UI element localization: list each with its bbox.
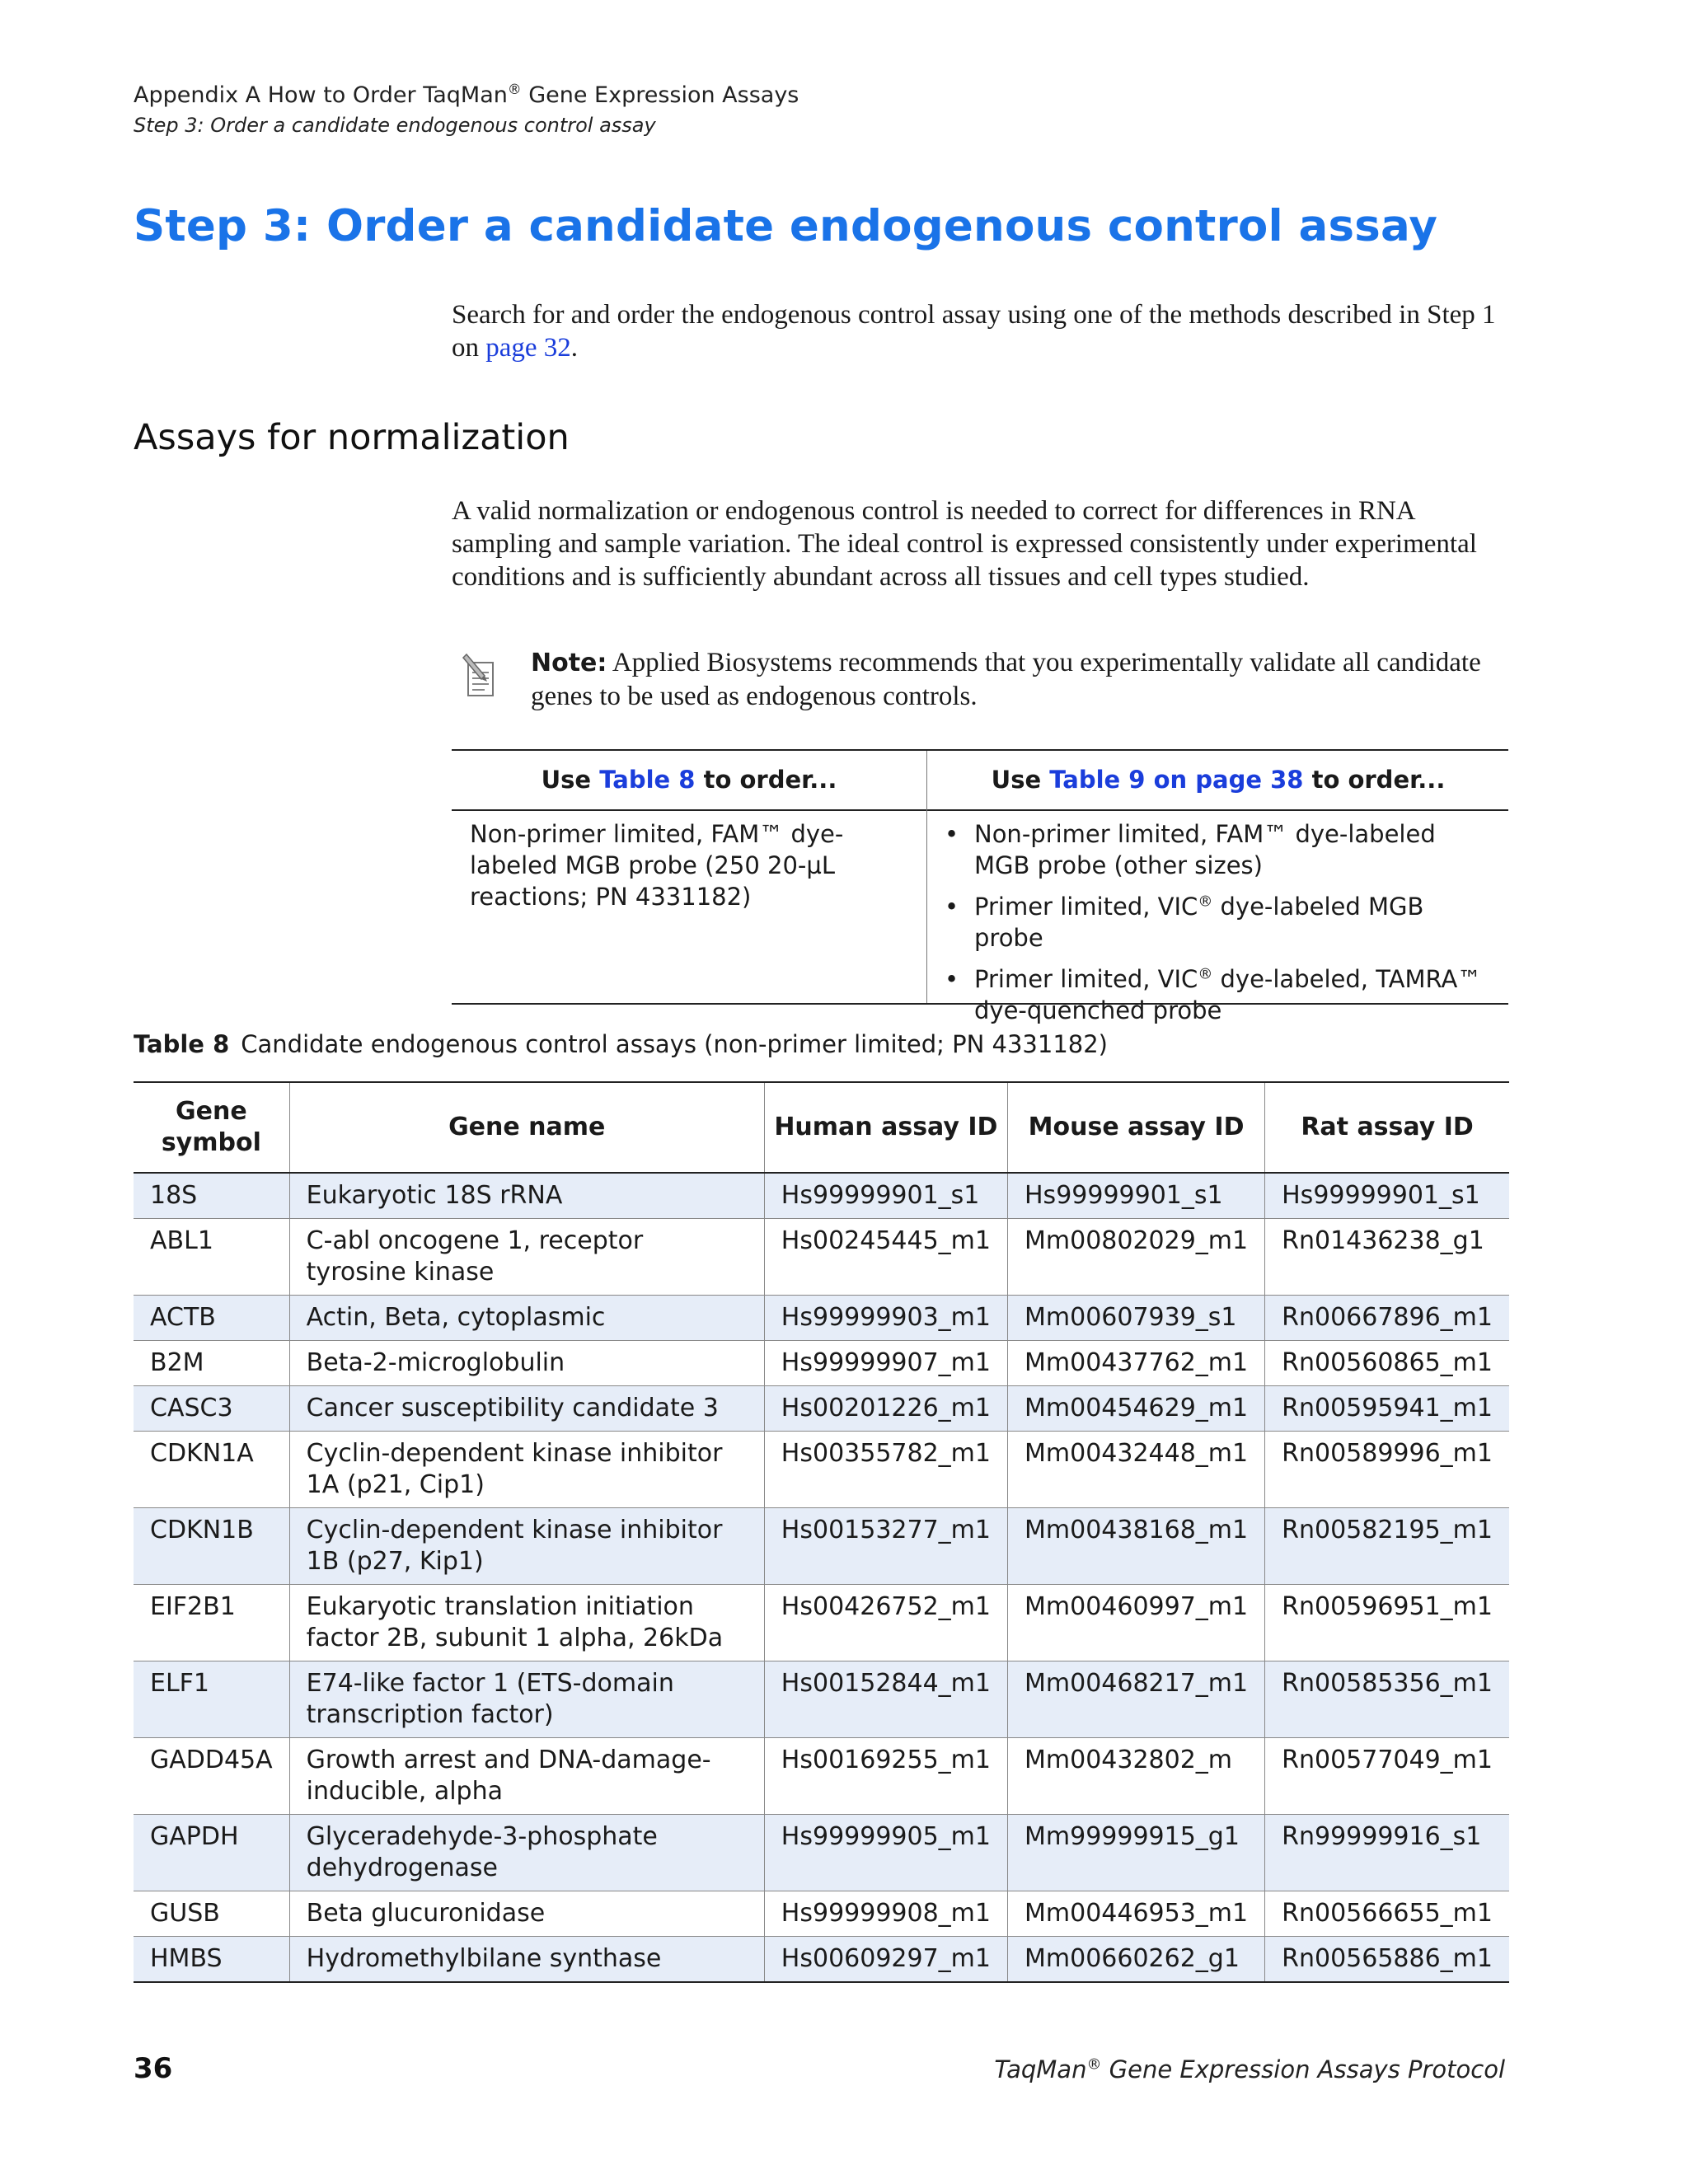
table-cell: Hs00355782_m1 — [764, 1432, 1007, 1508]
table-cell: Cyclin-dependent kinase inhibitor 1B (p27, Kip1) — [289, 1508, 764, 1585]
table-cell: Rn00560865_m1 — [1265, 1341, 1509, 1386]
table-cell: Cancer susceptibility candidate 3 — [289, 1386, 764, 1432]
table-cell: Mm00446953_m1 — [1008, 1891, 1265, 1937]
page-number: 36 — [134, 2052, 173, 2085]
table8-link[interactable]: Table 8 — [599, 766, 696, 794]
table-cell: Eukaryotic translation initiation factor 2B, subunit 1 alpha, 26kDa — [289, 1585, 764, 1661]
table-row — [134, 1585, 1509, 1661]
table-row — [134, 1386, 1509, 1432]
table-cell: Hydromethylbilane synthase — [289, 1937, 764, 1983]
table-row — [134, 1738, 1509, 1815]
table-cell: Hs00245445_m1 — [764, 1219, 1007, 1296]
table-row — [134, 1341, 1509, 1386]
table-cell: Hs99999903_m1 — [764, 1296, 1007, 1341]
table-cell: Rn00566655_m1 — [1265, 1891, 1509, 1937]
column-header: Rat assay ID — [1265, 1082, 1509, 1173]
table-cell: Hs00609297_m1 — [764, 1937, 1007, 1983]
table-row — [134, 1508, 1509, 1585]
table-cell: Mm00802029_m1 — [1008, 1219, 1265, 1296]
table-cell: Beta glucuronidase — [289, 1891, 764, 1937]
note-label: Note: — [531, 649, 607, 677]
table-cell: ABL1 — [134, 1219, 289, 1296]
table-row — [134, 1891, 1509, 1937]
table-cell: ACTB — [134, 1296, 289, 1341]
table-cell: Cyclin-dependent kinase inhibitor 1A (p21, Cip1) — [289, 1432, 764, 1508]
table-row — [134, 1219, 1509, 1296]
table-cell: CDKN1A — [134, 1432, 289, 1508]
table-cell: Rn00589996_m1 — [1265, 1432, 1509, 1508]
table-row — [134, 1432, 1509, 1508]
table-row — [134, 1661, 1509, 1738]
table8-caption: Table 8 Candidate endogenous control assays (non-primer limited; PN 4331182) — [134, 1030, 1108, 1058]
table-cell: Hs99999901_s1 — [1008, 1173, 1265, 1219]
table-cell: Rn99999916_s1 — [1265, 1815, 1509, 1891]
table-cell: CDKN1B — [134, 1508, 289, 1585]
use-table8-header: Use Table 8 to order... — [541, 766, 837, 794]
table9-link[interactable]: Table 9 on page 38 — [1049, 766, 1304, 794]
column-header: Human assay ID — [764, 1082, 1007, 1173]
table-header-row — [134, 1082, 1509, 1173]
table-cell: Mm00607939_s1 — [1008, 1296, 1265, 1341]
table8-label: Table 8 — [134, 1030, 230, 1058]
table-cell: Hs00153277_m1 — [764, 1508, 1007, 1585]
table-cell: Rn00595941_m1 — [1265, 1386, 1509, 1432]
note-text: Note: Applied Biosystems recommends that you experimentally validate all candidate genes to be used as endogenous controls. — [531, 648, 1481, 711]
table-cell: Growth arrest and DNA-damage-inducible, alpha — [289, 1738, 764, 1815]
list-item: • Primer limited, VIC® dye-labeled, TAMRA™ dye-quenched probe — [941, 963, 1485, 1026]
table-cell: Mm99999915_g1 — [1008, 1815, 1265, 1891]
list-item: • Non-primer limited, FAM™ dye-labeled MGB probe (other sizes) — [941, 818, 1485, 881]
table-cell: Hs00169255_m1 — [764, 1738, 1007, 1815]
table-cell: GUSB — [134, 1891, 289, 1937]
table-cell: Hs99999908_m1 — [764, 1891, 1007, 1937]
table-cell: Actin, Beta, cytoplasmic — [289, 1296, 764, 1341]
table8-order-description: Non-primer limited, FAM™ dye-labeled MGB probe (250 20-µL reactions; PN 4331182) — [470, 820, 844, 911]
page-title: Step 3: Order a candidate endogenous control assay — [134, 201, 1438, 251]
note-pencil-icon — [462, 651, 508, 701]
table-row — [134, 1815, 1509, 1891]
table-cell: HMBS — [134, 1937, 289, 1983]
table-cell: Hs99999901_s1 — [1265, 1173, 1509, 1219]
table-cell: B2M — [134, 1341, 289, 1386]
table-cell: Hs99999907_m1 — [764, 1341, 1007, 1386]
table-cell: Rn00667896_m1 — [1265, 1296, 1509, 1341]
use-table9-header: Use Table 9 on page 38 to order... — [991, 766, 1446, 794]
page-32-link[interactable]: page 32 — [485, 333, 571, 363]
table-cell: 18S — [134, 1173, 289, 1219]
table-cell: E74-like factor 1 (ETS-domain transcription factor) — [289, 1661, 764, 1738]
table-cell: Mm00660262_g1 — [1008, 1937, 1265, 1983]
table-cell: CASC3 — [134, 1386, 289, 1432]
table-cell: Hs99999905_m1 — [764, 1815, 1007, 1891]
column-header: Gene name — [289, 1082, 764, 1173]
document-title: TaqMan® Gene Expression Assays Protocol — [994, 2055, 1505, 2083]
column-header: Mouse assay ID — [1008, 1082, 1265, 1173]
table-cell: Mm00468217_m1 — [1008, 1661, 1265, 1738]
table-cell: Mm00432448_m1 — [1008, 1432, 1265, 1508]
table-cell: Rn01436238_g1 — [1265, 1219, 1509, 1296]
table-cell: EIF2B1 — [134, 1585, 289, 1661]
running-header — [134, 81, 799, 140]
step-line: Step 3: Order a candidate endogenous control assay — [134, 114, 656, 137]
table-cell: Beta-2-microglobulin — [289, 1341, 764, 1386]
table-cell: Glyceradehyde-3-phosphate dehydrogenase — [289, 1815, 764, 1891]
appendix-line: Appendix A How to Order TaqMan® Gene Expression Assays — [134, 81, 799, 108]
order-options-table — [452, 749, 1508, 1024]
table-row — [134, 1937, 1509, 1983]
list-item: • Primer limited, VIC® dye-labeled MGB probe — [941, 891, 1485, 954]
table9-order-list — [941, 818, 1485, 1036]
table-cell: Rn00582195_m1 — [1265, 1508, 1509, 1585]
table-cell: Rn00596951_m1 — [1265, 1585, 1509, 1661]
table-cell: Mm00438168_m1 — [1008, 1508, 1265, 1585]
table-cell: GADD45A — [134, 1738, 289, 1815]
intro-paragraph: Search for and order the endogenous control assay using one of the methods described in Step 1 on page 32. — [452, 300, 1496, 363]
normalization-paragraph: A valid normalization or endogenous control is needed to correct for differences in RNA sampling and sample variation. The ideal control is expressed consistently under experimental conditions and is sufficiently abundant across all tissues and cell types studied. — [452, 496, 1477, 592]
table-cell: Mm00437762_m1 — [1008, 1341, 1265, 1386]
table-cell: Mm00432802_m — [1008, 1738, 1265, 1815]
table-cell: Mm00460997_m1 — [1008, 1585, 1265, 1661]
section-title: Assays for normalization — [134, 417, 570, 458]
table-cell: Hs00426752_m1 — [764, 1585, 1007, 1661]
table-cell: C-abl oncogene 1, receptor tyrosine kinase — [289, 1219, 764, 1296]
table-cell: Rn00565886_m1 — [1265, 1937, 1509, 1983]
table-cell: ELF1 — [134, 1661, 289, 1738]
table-cell: Eukaryotic 18S rRNA — [289, 1173, 764, 1219]
table8 — [134, 1081, 1509, 1983]
table-cell: GAPDH — [134, 1815, 289, 1891]
table-cell: Rn00585356_m1 — [1265, 1661, 1509, 1738]
column-header: Gene symbol — [134, 1082, 289, 1173]
table-cell: Rn00577049_m1 — [1265, 1738, 1509, 1815]
table-cell: Hs00201226_m1 — [764, 1386, 1007, 1432]
table-cell: Mm00454629_m1 — [1008, 1386, 1265, 1432]
table-cell: Hs99999901_s1 — [764, 1173, 1007, 1219]
table-row — [134, 1173, 1509, 1219]
table-cell: Hs00152844_m1 — [764, 1661, 1007, 1738]
table-row — [134, 1296, 1509, 1341]
